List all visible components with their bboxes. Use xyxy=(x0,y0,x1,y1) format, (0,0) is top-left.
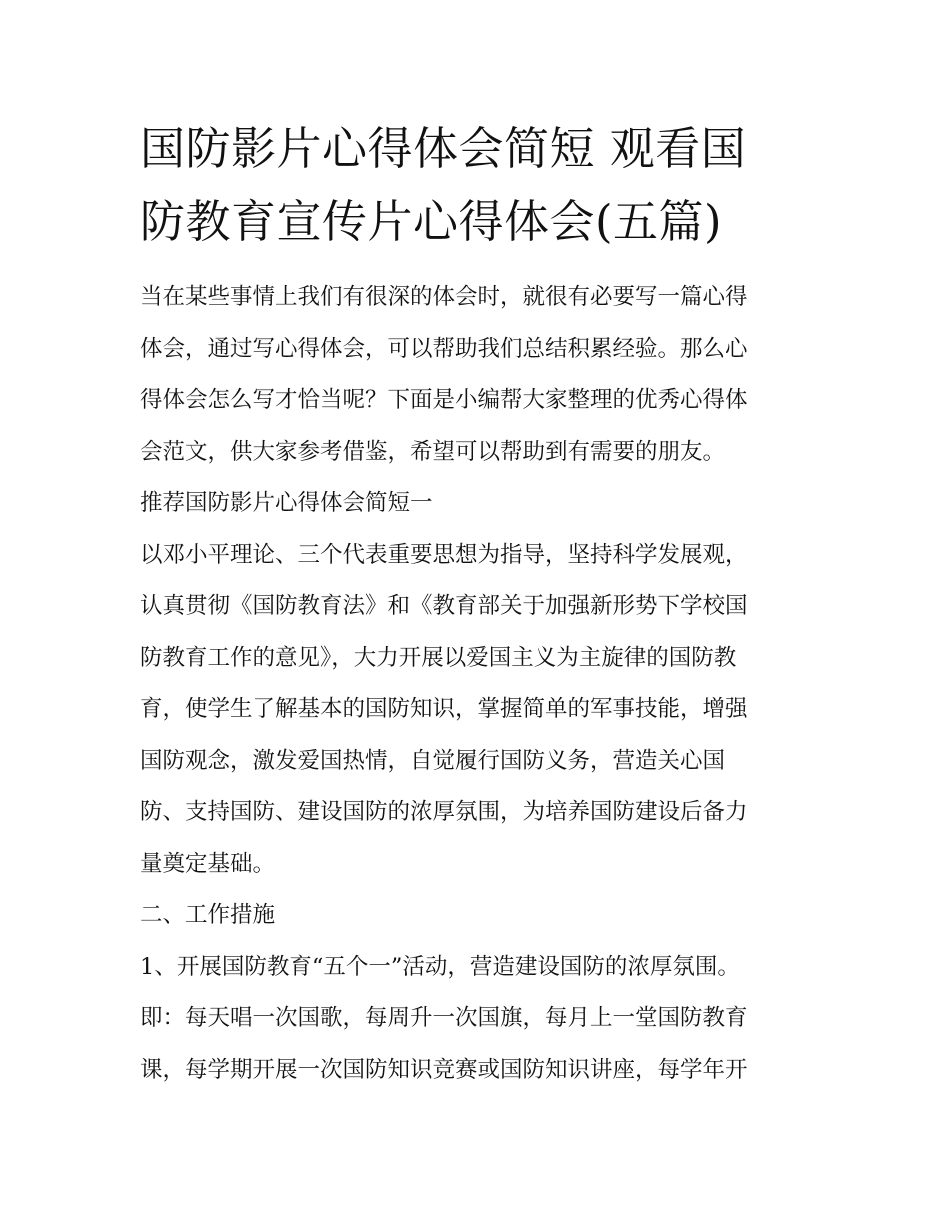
section-heading: 推荐国防影片心得体会简短一 xyxy=(140,490,433,516)
intro-line: 会范文，供大家参考借鉴，希望可以帮助到有需要的朋友。 xyxy=(140,438,726,465)
section-heading: 二、工作措施 xyxy=(140,902,276,928)
document-body xyxy=(140,272,820,1096)
paragraph-line: 课，每学期开展一次国防知识竞赛或国防知识讲座，每学年开 xyxy=(140,1056,748,1083)
paragraph-line: 育，使学生了解基本的国防知识，掌握简单的军事技能，增强 xyxy=(140,696,748,722)
intro-line: 当在某些事情上我们有很深的体会时，就很有必要写一篇心得 xyxy=(140,284,748,310)
intro-line: 得体会怎么写才恰当呢？下面是小编帮大家整理的优秀心得体 xyxy=(140,387,748,413)
title-line: 防教育宣传片心得体会(五篇) xyxy=(140,195,723,248)
paragraph-line: 以邓小平理论、三个代表重要思想为指导，坚持科学发展观， xyxy=(140,541,748,568)
paragraph-line: 防教育工作的意见》，大力开展以爱国主义为主旋律的国防教 xyxy=(140,644,737,671)
paragraph-line: 防、支持国防、建设国防的浓厚氛围，为培养国防建设后备力 xyxy=(140,799,748,825)
intro-line: 体会，通过写心得体会，可以帮助我们总结积累经验。那么心 xyxy=(140,335,748,362)
paragraph-line: 1、开展国防教育“五个一”活动，营造建设国防的浓厚氛围。 xyxy=(140,953,740,980)
document-page xyxy=(140,112,820,1096)
paragraph-line: 国防观念，激发爱国热情，自觉履行国防义务，营造关心国 xyxy=(140,747,726,774)
paragraph-line: 量奠定基础。 xyxy=(140,850,276,877)
title-line: 国防影片心得体会简短 观看国 xyxy=(140,122,747,175)
paragraph-line: 即：每天唱一次国歌，每周升一次国旗，每月上一堂国防教育 xyxy=(140,1005,748,1031)
paragraph-line: 认真贯彻《国防教育法》和《教育部关于加强新形势下学校国 xyxy=(140,593,748,619)
document-title xyxy=(140,112,820,258)
